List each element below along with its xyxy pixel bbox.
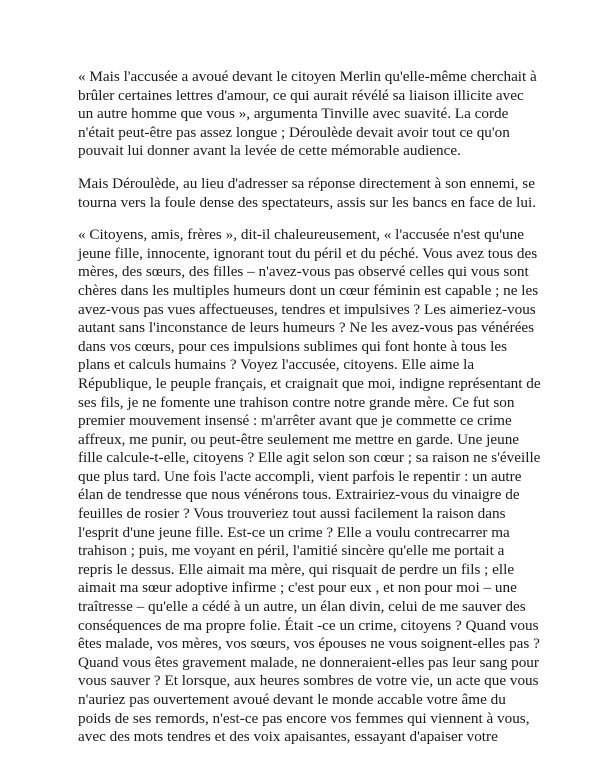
text-line: fille calcule-t-elle, citoyens ? Elle agit selon son cœur ; sa raison ne s'éveille xyxy=(78,449,541,467)
text-line: « Mais l'accusée a avoué devant le citoyen Merlin qu'elle-même cherchait à xyxy=(78,68,537,85)
paragraph-1 xyxy=(78,68,537,161)
text-line: un autre homme que vous », argumenta Tinville avec suavité. La corde xyxy=(78,105,509,123)
text-line: vous sauver ? Et lorsque, aux heures sombres de votre vie, un acte que vous xyxy=(78,672,539,690)
text-line: autant sans l'inconstance de leurs humeurs ? Ne les avez-vous pas vénérées xyxy=(78,319,535,337)
text-line: mères, des sœurs, des filles – n'avez-vous pas observé celles qui vous sont xyxy=(78,263,529,281)
text-line: que plus tard. Une fois l'acte accompli, vient parfois le repentir : un autre xyxy=(78,467,522,485)
text-line: avec des mots tendres et des voix apaisantes, essayant d'apaiser votre xyxy=(78,728,498,746)
text-line: chères dans les multiples humeurs dont un cœur féminin est capable ; ne les xyxy=(78,281,539,299)
text-line: premier mouvement insensé : m'arrêter avant que je commette ce crime xyxy=(78,412,512,430)
text-line: n'auriez pas ouvertement avoué devant le monde accable votre âme du xyxy=(78,691,506,708)
text-line: feuilles de rosier ? Vous trouveriez tout aussi facilement la raison dans xyxy=(78,505,506,523)
text-line: n'était peut-être pas assez longue ; Déroulède devait avoir tout ce qu'on xyxy=(78,123,510,141)
document-page xyxy=(78,68,541,761)
text-line: pouvait lui donner avant la levée de cette mémorable audience. xyxy=(78,142,461,160)
text-line: aimait ma sœur adoptive infirme ; c'est pour eux , et non pour moi – une xyxy=(78,579,517,597)
text-line: traîtresse – qu'elle a cédé à un autre, un élan divin, celui de me sauver des xyxy=(78,598,526,616)
text-line: Quand vous êtes gravement malade, ne donneraient-elles pas leur sang pour xyxy=(78,653,539,671)
text-line: brûler certaines lettres d'amour, ce qui aurait révélé sa liaison illicite avec xyxy=(78,86,524,104)
paragraph-3 xyxy=(78,226,541,747)
text-line: « Citoyens, amis, frères », dit-il chaleureusement, « l'accusée n'est qu'une xyxy=(78,226,524,244)
text-line: ses fils, je ne fomente une trahison contre notre grande mère. Ce fut son xyxy=(78,393,515,411)
text-line: poids de ses remords, n'est-ce pas encore vos femmes qui viennent à vous, xyxy=(78,709,530,727)
text-line: dans vos cœurs, pour ces impulsions sublimes qui font honte à tous les xyxy=(78,337,508,355)
text-line: conséquences de ma propre folie. Était -ce un crime, citoyens ? Quand vous xyxy=(78,616,539,634)
paragraph-2 xyxy=(78,174,536,212)
text-line: êtes malade, vos mères, vos sœurs, vos épouses ne vous soignent-elles pas ? xyxy=(78,635,540,653)
text-line: repris le dessus. Elle aimait ma mère, qui risquait de perdre un fils ; elle xyxy=(78,560,515,578)
text-line: République, le peuple français, et craignait que moi, indigne représentant de xyxy=(78,374,541,392)
text-line: trahison ; puis, me voyant en péril, l'amitié sincère qu'elle me portait a xyxy=(78,542,505,560)
text-line: avez-vous pas vues affectueuses, tendres et impulsives ? Les aimeriez-vous xyxy=(78,300,536,318)
text-line: élan de tendresse que nous vénérons tous. Extrairiez-vous du vinaigre de xyxy=(78,486,520,504)
text-line: affreux, me punir, ou peut-être seulement me mettre en garde. Une jeune xyxy=(78,430,520,448)
text-line: Mais Déroulède, au lieu d'adresser sa réponse directement à son ennemi, se xyxy=(78,174,535,192)
text-line: l'esprit d'une jeune fille. Est-ce un crime ? Elle a voulu contrecarrer ma xyxy=(78,523,510,541)
text-line: tourna vers la foule dense des spectateurs, assis sur les bancs en face de lui. xyxy=(78,193,536,211)
text-line: plans et calculs humains ? Voyez l'accusée, citoyens. Elle aime la xyxy=(78,356,475,374)
text-line: jeune fille, innocente, ignorant tout du péril et du péché. Vous avez tous des xyxy=(78,244,538,262)
